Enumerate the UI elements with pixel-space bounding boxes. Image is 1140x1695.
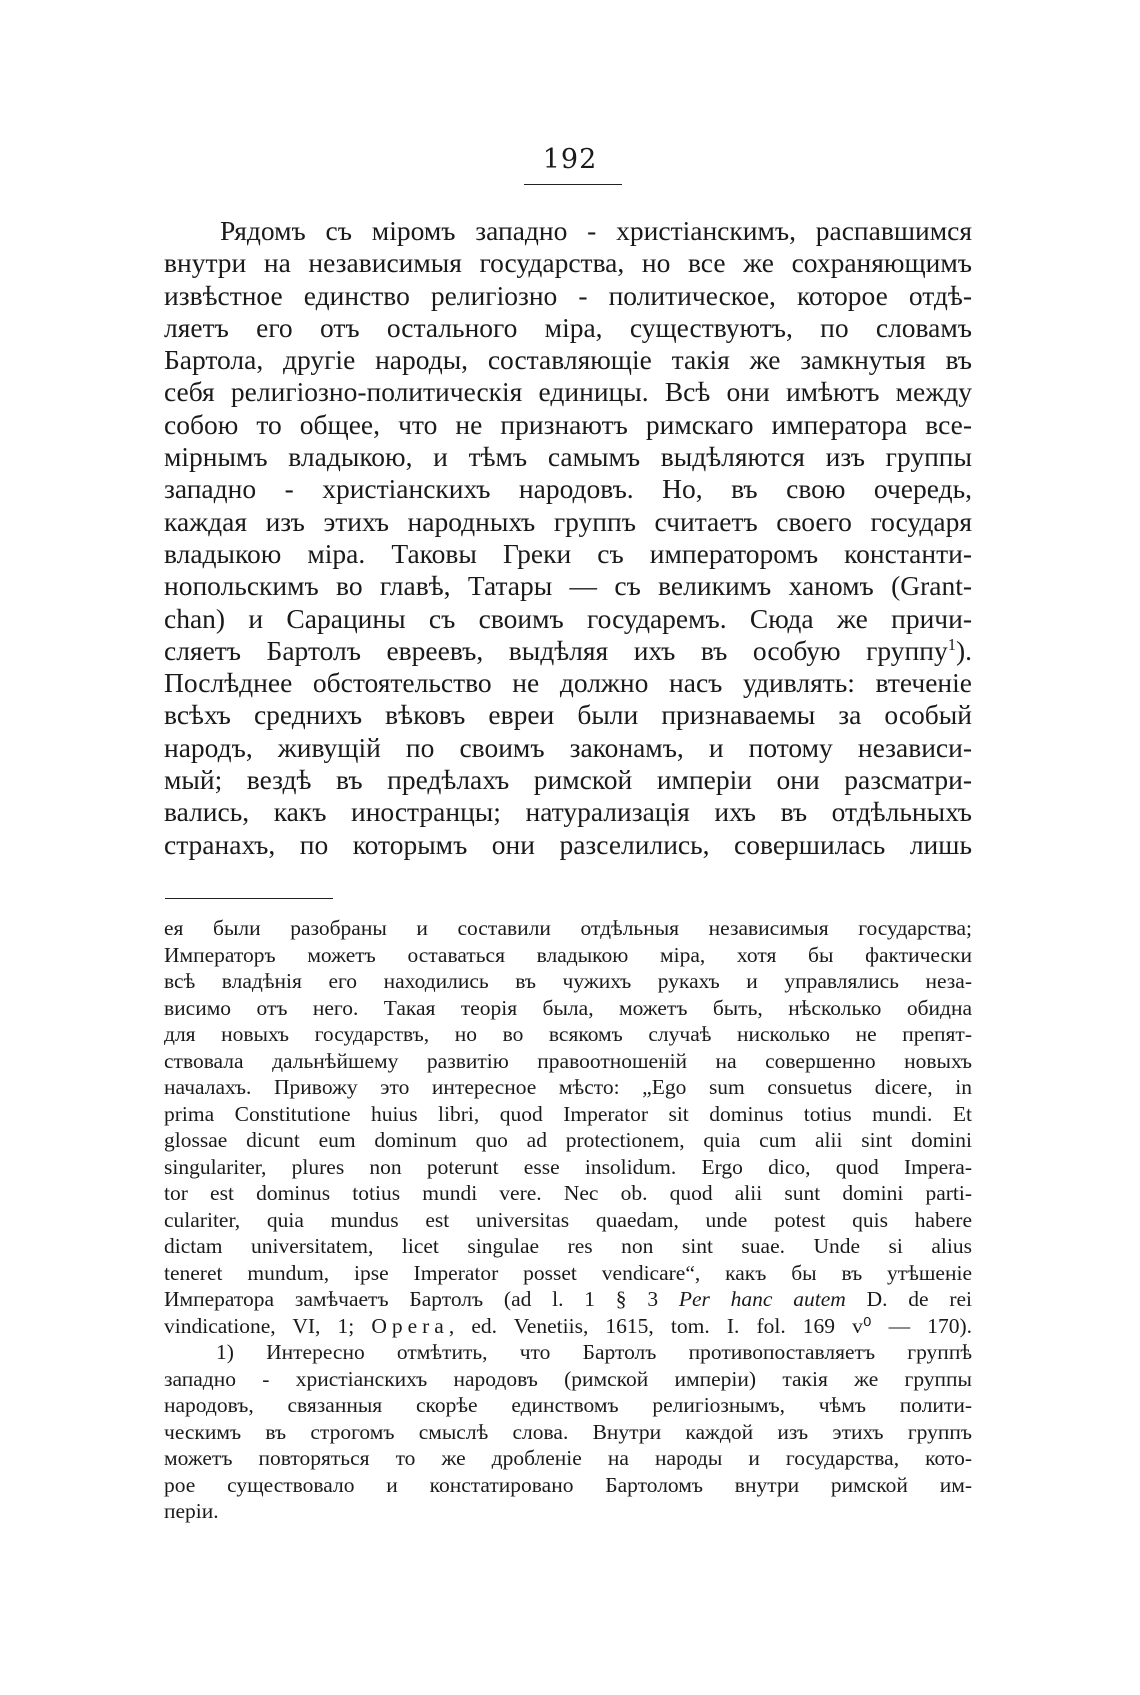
footnote-line: culariter, quia mundus est universitas quaedam, unde potest quis habere bbox=[164, 1207, 972, 1232]
footnote-line: prima Constitutione huius libri, quod Imperator sit dominus totius mundi. Et bbox=[164, 1101, 972, 1126]
footnote-1-line: ческимъ въ строгомъ смыслѣ слова. Внутри каждой изъ этихъ группъ bbox=[164, 1419, 972, 1444]
text-line-with-footnote-ref bbox=[164, 635, 972, 667]
text-line: нопольскимъ во главѣ, Татары — съ великимъ ханомъ (Grant- bbox=[164, 570, 972, 602]
text-line: странахъ, по которымъ они разселились, совершилась лишь bbox=[164, 828, 972, 860]
footnote-line: ствовала дальнѣйшему развитію правоотношеній на совершенно новыхъ bbox=[164, 1048, 972, 1073]
footnote-line: ея были разобраны и составили отдѣльныя независимыя государства; bbox=[164, 916, 972, 940]
footnote-1-line: народовъ, связанныя скорѣе единствомъ религіознымъ, чѣмъ полити- bbox=[164, 1393, 972, 1417]
text-line: собою то общее, что не признаютъ римскаго императора все- bbox=[164, 408, 972, 440]
footnote-line: teneret mundum, ipse Imperator posset vendicare“, какъ бы въ утѣшеніе bbox=[164, 1260, 972, 1285]
footnote-1-line: можетъ повторяться то же дробленіе на народы и государства, кото- bbox=[164, 1446, 972, 1470]
footnote-1-line: періи. bbox=[164, 1499, 219, 1523]
text-line: Бартола, другіе народы, составляющіе такія же замкнутыя въ bbox=[164, 344, 972, 376]
text-segment: Императора замѣчаетъ Бартолъ (ad l. 1 § 3 bbox=[164, 1287, 659, 1311]
page-number: 192 bbox=[542, 144, 598, 175]
footnote-line: tor est dominus totius mundi vere. Nec ob. quod alii sunt domini parti- bbox=[164, 1181, 972, 1205]
text-line: chan) и Сарацины съ своимъ государемъ. Сюда же причи- bbox=[164, 602, 972, 634]
text-line: вались, какъ иностранцы; натурализація ихъ въ отдѣльныхъ bbox=[164, 796, 972, 828]
text-segment: vindicatione, VI, 1; bbox=[164, 1313, 355, 1338]
footnote-rule bbox=[165, 898, 333, 899]
text-line: Послѣднее обстоятельство не должно насъ удивлять: втеченіе bbox=[164, 667, 972, 699]
footnote-1-line: 1) Интересно отмѣтить, что Бартолъ противопоставляетъ группѣ bbox=[216, 1340, 972, 1364]
footnote-line-citation bbox=[164, 1286, 972, 1313]
footnote-line: началахъ. Привожу это интересное мѣсто: „Ego sum consuetus dicere, in bbox=[164, 1075, 972, 1099]
footnote-line: для новыхъ государствъ, но во всякомъ случаѣ нисколько не препят- bbox=[164, 1022, 972, 1046]
footnote-ref: 1 bbox=[947, 634, 956, 654]
text-line: владыкою міра. Таковы Греки съ императоромъ константи- bbox=[164, 537, 972, 569]
footnotes bbox=[164, 915, 972, 1525]
footnote-line: dictam universitatem, licet singulae res non sint suae. Unde si alius bbox=[164, 1234, 972, 1258]
text-line: Рядомъ съ міромъ западно - христіанскимъ, распавшимся bbox=[220, 215, 972, 246]
footnote-line: singulariter, plures non poterunt esse insolidum. Ergo dico, quod Impera- bbox=[164, 1154, 972, 1179]
text-line: внутри на независимыя государства, но все же сохраняющимъ bbox=[164, 247, 972, 279]
text-line: извѣстное единство религіозно - политическое, которое отдѣ- bbox=[164, 279, 972, 311]
footnote-1-line: западно - христіанскихъ народовъ (римской имперіи) такія же группы bbox=[164, 1366, 972, 1391]
text-line: всѣхъ среднихъ вѣковъ евреи были признаваемы за особый bbox=[164, 699, 972, 731]
italic-segment: Per hanc autem bbox=[678, 1287, 846, 1311]
footnote-line-citation bbox=[164, 1313, 972, 1340]
text-line: западно - христіанскихъ народовъ. Но, въ свою очередь, bbox=[164, 473, 972, 505]
main-text bbox=[164, 215, 972, 861]
text-line: мірнымъ владыкою, и тѣмъ самымъ выдѣляются изъ группы bbox=[164, 441, 972, 473]
text-segment: D. de rei bbox=[866, 1287, 973, 1311]
text-line: мый; вездѣ въ предѣлахъ римской имперіи они разсматри- bbox=[164, 764, 972, 796]
text-segment: ). bbox=[955, 634, 972, 666]
text-line: каждая изъ этихъ народныхъ группъ считаетъ своего государя bbox=[164, 505, 972, 537]
text-segment: , ed. Venetiis, 1615, tom. I. fol. 169 v⁰ — 170). bbox=[448, 1313, 972, 1338]
footnote-1-line: рое существовало и констатировано Бартоломъ внутри римской им- bbox=[164, 1472, 972, 1497]
text-segment: сляетъ Бартолъ евреевъ, выдѣляя ихъ въ особую группу bbox=[164, 634, 948, 666]
footnote-line: всѣ владѣнія его находились въ чужихъ рукахъ и управлялись неза- bbox=[164, 969, 972, 993]
text-line: себя религіозно-политическія единицы. Всѣ они имѣютъ между bbox=[164, 376, 972, 408]
footnote-line: Императоръ можетъ оставаться владыкою міра, хотя бы фактически bbox=[164, 942, 972, 967]
footnote-line: glossae dicunt eum dominum quo ad protectionem, quia cum alii sint domini bbox=[164, 1128, 972, 1152]
header-rule bbox=[524, 184, 622, 185]
text-line: народъ, живущій по своимъ законамъ, и потому независи- bbox=[164, 731, 972, 763]
spaced-segment: Opera bbox=[371, 1313, 449, 1338]
text-line: ляетъ его отъ остального міра, существуютъ, по словамъ bbox=[164, 311, 972, 343]
footnote-line: висимо отъ него. Такая теорія была, можетъ быть, нѣсколько обидна bbox=[164, 995, 972, 1020]
